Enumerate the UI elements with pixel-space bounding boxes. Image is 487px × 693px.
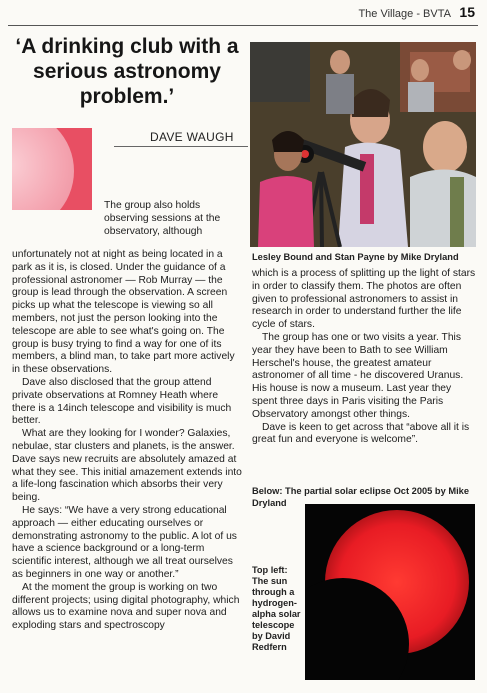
photo-caption: Lesley Bound and Stan Payne by Mike Dryland bbox=[252, 252, 459, 262]
byline-rule bbox=[114, 146, 248, 147]
running-header bbox=[358, 4, 475, 20]
paragraph: He says: “We have a very strong educational approach — either educating ourselves or demonstrating astronomy to the public. A lot of us have a science background or a long-term scientific interest, although we all treat ourselves as beginners in one way or another.” bbox=[12, 504, 237, 580]
header-rule bbox=[8, 25, 478, 26]
sun-disc bbox=[12, 128, 74, 210]
paragraph: At the moment the group is working on two different projects; using digital photography, which allows us to examine nova and super nova and exploding stars and spectroscopy bbox=[12, 581, 240, 632]
paragraph: Dave is keen to get across that “above all it is great fun and everyone is welcome”. bbox=[252, 421, 470, 446]
body-column-right bbox=[252, 268, 476, 447]
solar-eclipse-image bbox=[305, 504, 475, 680]
article-title: ‘A drinking club with a serious astronomy problem.’ bbox=[15, 35, 239, 108]
top-left-caption: Top left: The sun through a hydrogen-alpha solar telescope by David Redfern bbox=[252, 565, 301, 652]
paragraph: What are they looking for I wonder? Galaxies, nebulae, star clusters and planets, is the answer. Dave says new recruits are absolutely amazed at what they see. This initial amazement extends into a life-long fascination which absorbs their very being. bbox=[12, 428, 242, 504]
page-number: 15 bbox=[459, 4, 475, 20]
eclipse-illustration bbox=[305, 504, 475, 680]
paragraph: Dave also disclosed that the group attend private observations at Romney Heath where there is a 14inch telescope and visibility is much better. bbox=[12, 376, 232, 427]
group-photo-illustration bbox=[250, 42, 476, 247]
paragraph: which is a process of splitting up the light of stars in order to classify them. The photos are often given to professional astronomers to assist in research in order to understand further the life cycle of stars. bbox=[252, 268, 476, 331]
paragraph: The group also holds observing sessions at the observatory, although bbox=[104, 200, 221, 237]
section-name: The Village - BVTA bbox=[358, 8, 451, 20]
eclipse-caption: Below: The partial solar eclipse Oct 2005 by Mike Dryland bbox=[252, 486, 470, 508]
paragraph: unfortunately not at night as being located in a park as it is, is closed. Under the guidance of a professional astronomer — Rob Murray — the group is lead through the observation. A screen picks up what the telescope is viewing so all members, not just the person looking into the telescope are able to see what's going on. The group is busy trying to find a way for one of its members, a blind man, to take part more actively in these observations. bbox=[12, 249, 235, 376]
group-photo bbox=[250, 42, 476, 247]
author-byline: DAVE WAUGH bbox=[150, 130, 234, 144]
sun-closeup-image bbox=[12, 128, 92, 210]
paragraph: The group has one or two visits a year. This year they have been to Bath to see William Herschel's house, the greatest amateur astronomer of all time - he discovered Uranus. His house is now a museum. Last year they spent three days in Paris visiting the Paris Observatory amongst other things. bbox=[252, 331, 464, 420]
body-text-intro bbox=[104, 200, 244, 238]
body-column-left bbox=[12, 249, 244, 633]
